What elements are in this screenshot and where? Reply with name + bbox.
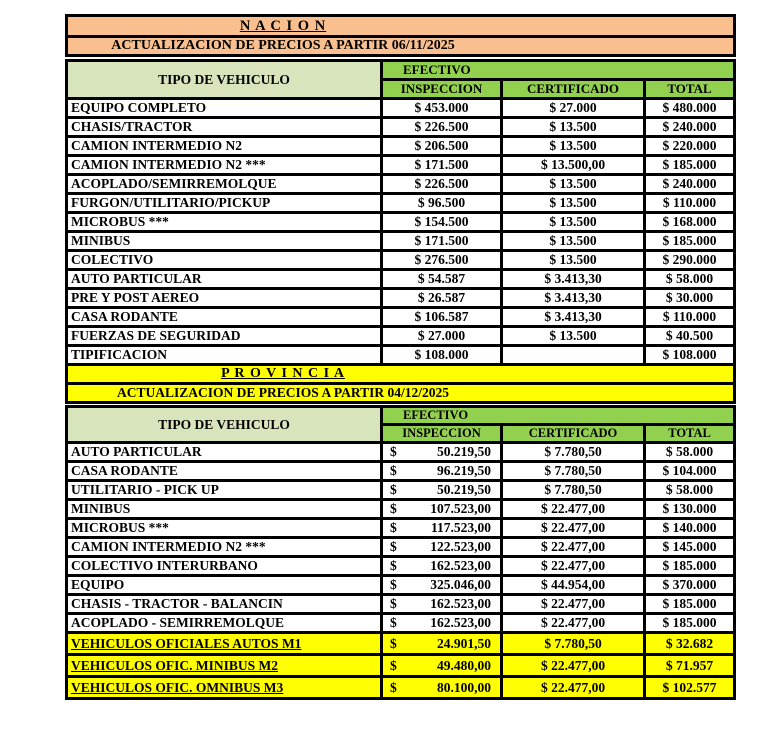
currency-symbol: $	[390, 444, 397, 459]
certificado-header: CERTIFICADO	[502, 425, 645, 443]
inspeccion-value-cell: $ 96.500	[382, 194, 502, 213]
vehicle-type-cell	[67, 677, 382, 699]
vehicle-type-label: AUTO PARTICULAR	[71, 271, 202, 286]
certificado-value-cell: $ 7.780,50	[502, 462, 645, 481]
inspeccion-amount: 50.219,50	[437, 482, 491, 497]
certificado-value-cell: $ 22.477,00	[502, 655, 645, 677]
currency-symbol: $	[390, 635, 397, 651]
section-title: N A C I O N	[67, 16, 735, 37]
table-row	[67, 557, 735, 576]
efectivo-header: EFECTIVO	[382, 61, 735, 80]
currency-symbol: $	[390, 539, 397, 554]
inspeccion-header: INSPECCION	[382, 80, 502, 99]
inspeccion-value-cell	[382, 595, 502, 614]
currency-symbol: $	[390, 463, 397, 478]
vehicle-type-label: CASA RODANTE	[71, 463, 178, 478]
vehicle-type-cell	[67, 346, 382, 365]
vehicle-type-cell	[67, 270, 382, 289]
certificado-value-cell: $ 22.477,00	[502, 557, 645, 576]
total-value-cell: $ 58.000	[645, 270, 735, 289]
table-row	[67, 655, 735, 677]
certificado-value-cell: $ 22.477,00	[502, 538, 645, 557]
currency-symbol: $	[390, 596, 397, 611]
vehicle-type-label: EQUIPO	[71, 577, 125, 592]
certificado-value-cell: $ 3.413,30	[502, 308, 645, 327]
total-value-cell: $ 185.000	[645, 156, 735, 175]
total-value-cell: $ 110.000	[645, 194, 735, 213]
vehicle-type-cell	[67, 194, 382, 213]
inspeccion-value-cell: $ 206.500	[382, 137, 502, 156]
vehicle-type-label: PRE Y POST AEREO	[71, 290, 200, 305]
inspeccion-value-cell	[382, 481, 502, 500]
certificado-header: CERTIFICADO	[502, 80, 645, 99]
table-row	[67, 576, 735, 595]
total-value-cell: $ 32.682	[645, 633, 735, 655]
inspeccion-value-cell: $ 171.500	[382, 232, 502, 251]
table-row	[67, 175, 735, 194]
table-row	[67, 289, 735, 308]
total-value-cell: $ 108.000	[645, 346, 735, 365]
certificado-value-cell: $ 7.780,50	[502, 633, 645, 655]
total-value-cell: $ 130.000	[645, 500, 735, 519]
total-value-cell: $ 30.000	[645, 289, 735, 308]
total-header: TOTAL	[645, 80, 735, 99]
tipo-de-vehiculo-header: TIPO DE VEHICULO	[67, 407, 382, 443]
certificado-value-cell: $ 7.780,50	[502, 481, 645, 500]
total-value-cell: $ 240.000	[645, 175, 735, 194]
table-row	[67, 213, 735, 232]
inspeccion-amount: 50.219,50	[437, 444, 491, 459]
total-value-cell: $ 185.000	[645, 557, 735, 576]
table-row	[67, 538, 735, 557]
vehicle-type-label: CHASIS - TRACTOR - BALANCIN	[71, 596, 283, 611]
total-header: TOTAL	[645, 425, 735, 443]
section-subtitle: ACTUALIZACION DE PRECIOS A PARTIR 06/11/2025	[67, 37, 735, 56]
inspeccion-amount: 80.100,00	[437, 679, 491, 695]
nacion-header-row-1	[67, 61, 735, 80]
certificado-value-cell: $ 22.477,00	[502, 519, 645, 538]
inspeccion-value-cell: $ 54.587	[382, 270, 502, 289]
inspeccion-amount: 325.046,00	[430, 577, 491, 592]
vehicle-type-cell	[67, 118, 382, 137]
inspeccion-value-cell	[382, 633, 502, 655]
vehicle-type-label: TIPIFICACION	[71, 347, 168, 362]
inspeccion-amount: 49.480,00	[437, 657, 491, 673]
total-value-cell: $ 102.577	[645, 677, 735, 699]
provincia-rows	[67, 443, 735, 699]
certificado-value-cell: $ 13.500	[502, 194, 645, 213]
currency-symbol: $	[390, 615, 397, 630]
vehicle-type-cell	[67, 156, 382, 175]
table-row	[67, 251, 735, 270]
vehicle-type-label: VEHICULOS OFIC. OMNIBUS M3	[71, 679, 284, 695]
table-row	[67, 118, 735, 137]
total-value-cell: $ 185.000	[645, 232, 735, 251]
table-row	[67, 481, 735, 500]
vehicle-type-label: MICROBUS ***	[71, 214, 169, 229]
vehicle-type-cell	[67, 443, 382, 462]
total-value-cell: $ 290.000	[645, 251, 735, 270]
nacion-title-row	[67, 16, 735, 37]
inspeccion-value-cell	[382, 443, 502, 462]
inspeccion-amount: 24.901,50	[437, 635, 491, 651]
table-row	[67, 270, 735, 289]
inspeccion-amount: 96.219,50	[437, 463, 491, 478]
certificado-value-cell: $ 13.500	[502, 251, 645, 270]
currency-symbol: $	[390, 657, 397, 673]
inspeccion-value-cell: $ 226.500	[382, 175, 502, 194]
table-row	[67, 614, 735, 633]
vehicle-type-cell	[67, 175, 382, 194]
vehicle-type-label: VEHICULOS OFIC. MINIBUS M2	[71, 657, 279, 673]
total-value-cell: $ 370.000	[645, 576, 735, 595]
vehicle-type-cell	[67, 576, 382, 595]
table-row	[67, 633, 735, 655]
certificado-value-cell: $ 7.780,50	[502, 443, 645, 462]
vehicle-type-label: FURGON/UTILITARIO/PICKUP	[71, 195, 271, 210]
inspeccion-amount: 122.523,00	[430, 539, 491, 554]
inspeccion-value-cell	[382, 500, 502, 519]
inspeccion-value-cell	[382, 677, 502, 699]
vehicle-type-cell	[67, 232, 382, 251]
currency-symbol: $	[390, 577, 397, 592]
total-value-cell: $ 220.000	[645, 137, 735, 156]
total-value-cell: $ 104.000	[645, 462, 735, 481]
inspeccion-amount: 162.523,00	[430, 596, 491, 611]
currency-symbol: $	[390, 520, 397, 535]
inspeccion-value-cell: $ 226.500	[382, 118, 502, 137]
inspeccion-value-cell: $ 276.500	[382, 251, 502, 270]
vehicle-type-label: MINIBUS	[71, 501, 131, 516]
vehicle-type-label: FUERZAS DE SEGURIDAD	[71, 328, 241, 343]
total-value-cell: $ 480.000	[645, 99, 735, 118]
table-row	[67, 443, 735, 462]
vehicle-type-label: CAMION INTERMEDIO N2 ***	[71, 539, 266, 554]
total-value-cell: $ 185.000	[645, 614, 735, 633]
inspeccion-value-cell: $ 453.000	[382, 99, 502, 118]
currency-symbol: $	[390, 482, 397, 497]
certificado-value-cell: $ 22.477,00	[502, 500, 645, 519]
vehicle-type-label: COLECTIVO INTERURBANO	[71, 558, 258, 573]
certificado-value-cell: $ 13.500	[502, 118, 645, 137]
provincia-title-row	[67, 365, 735, 384]
inspeccion-value-cell: $ 27.000	[382, 327, 502, 346]
vehicle-type-cell	[67, 99, 382, 118]
table-row	[67, 519, 735, 538]
vehicle-type-cell	[67, 595, 382, 614]
certificado-value-cell: $ 13.500,00	[502, 156, 645, 175]
inspeccion-value-cell: $ 108.000	[382, 346, 502, 365]
vehicle-type-label: COLECTIVO	[71, 252, 154, 267]
vehicle-type-label: CASA RODANTE	[71, 309, 178, 324]
vehicle-type-cell	[67, 655, 382, 677]
table-row	[67, 137, 735, 156]
section-subtitle: ACTUALIZACION DE PRECIOS A PARTIR 04/12/2025	[67, 384, 735, 403]
total-value-cell: $ 58.000	[645, 443, 735, 462]
vehicle-type-cell	[67, 462, 382, 481]
provincia-section-header	[67, 365, 735, 443]
price-table	[65, 14, 736, 700]
vehicle-type-label: UTILITARIO - PICK UP	[71, 482, 219, 497]
vehicle-type-cell	[67, 137, 382, 156]
inspeccion-amount: 162.523,00	[430, 615, 491, 630]
inspeccion-value-cell: $ 171.500	[382, 156, 502, 175]
total-value-cell: $ 110.000	[645, 308, 735, 327]
nacion-subtitle-row	[67, 37, 735, 56]
certificado-value-cell: $ 13.500	[502, 327, 645, 346]
inspeccion-header: INSPECCION	[382, 425, 502, 443]
currency-symbol: $	[390, 679, 397, 695]
certificado-value-cell: $ 22.477,00	[502, 614, 645, 633]
table-row	[67, 462, 735, 481]
inspeccion-amount: 162.523,00	[430, 558, 491, 573]
vehicle-type-cell	[67, 500, 382, 519]
vehicle-type-label: EQUIPO COMPLETO	[71, 100, 207, 115]
certificado-value-cell: $ 13.500	[502, 137, 645, 156]
vehicle-type-cell	[67, 289, 382, 308]
total-value-cell: $ 145.000	[645, 538, 735, 557]
total-value-cell: $ 71.957	[645, 655, 735, 677]
certificado-value-cell: $ 3.413,30	[502, 270, 645, 289]
vehicle-type-cell	[67, 633, 382, 655]
vehicle-type-cell	[67, 251, 382, 270]
certificado-value-cell: $ 13.500	[502, 232, 645, 251]
certificado-value-cell: $ 22.477,00	[502, 595, 645, 614]
certificado-value-cell: $ 13.500	[502, 213, 645, 232]
vehicle-type-label: CAMION INTERMEDIO N2 ***	[71, 157, 266, 172]
vehicle-type-cell	[67, 614, 382, 633]
inspeccion-amount: 117.523,00	[430, 520, 491, 535]
total-value-cell: $ 168.000	[645, 213, 735, 232]
currency-symbol: $	[390, 501, 397, 516]
vehicle-type-label: ACOPLADO/SEMIRREMOLQUE	[71, 176, 277, 191]
section-title: P R O V I N C I A	[67, 365, 735, 384]
table-row	[67, 677, 735, 699]
inspeccion-value-cell	[382, 614, 502, 633]
total-value-cell: $ 40.500	[645, 327, 735, 346]
certificado-value-cell: $ 27.000	[502, 99, 645, 118]
tipo-de-vehiculo-header: TIPO DE VEHICULO	[67, 61, 382, 99]
table-row	[67, 308, 735, 327]
table-row	[67, 99, 735, 118]
inspeccion-value-cell	[382, 557, 502, 576]
vehicle-type-cell	[67, 557, 382, 576]
inspeccion-value-cell: $ 106.587	[382, 308, 502, 327]
certificado-value-cell: $ 44.954,00	[502, 576, 645, 595]
currency-symbol: $	[390, 558, 397, 573]
table-row	[67, 327, 735, 346]
inspeccion-amount: 107.523,00	[430, 501, 491, 516]
table-row	[67, 194, 735, 213]
vehicle-type-label: AUTO PARTICULAR	[71, 444, 202, 459]
provincia-subtitle-row	[67, 384, 735, 403]
certificado-value-cell	[502, 346, 645, 365]
table-row	[67, 500, 735, 519]
efectivo-header: EFECTIVO	[382, 407, 735, 425]
total-value-cell: $ 58.000	[645, 481, 735, 500]
inspeccion-value-cell	[382, 655, 502, 677]
vehicle-type-label: MINIBUS	[71, 233, 131, 248]
vehicle-type-label: VEHICULOS OFICIALES AUTOS M1	[71, 635, 302, 651]
provincia-header-row-1	[67, 407, 735, 425]
total-value-cell: $ 140.000	[645, 519, 735, 538]
inspeccion-value-cell	[382, 462, 502, 481]
vehicle-type-label: CHASIS/TRACTOR	[71, 119, 193, 134]
inspeccion-value-cell	[382, 538, 502, 557]
vehicle-type-cell	[67, 213, 382, 232]
table-row	[67, 156, 735, 175]
vehicle-type-cell	[67, 538, 382, 557]
certificado-value-cell: $ 13.500	[502, 175, 645, 194]
nacion-section-header	[67, 16, 735, 99]
inspeccion-value-cell: $ 26.587	[382, 289, 502, 308]
total-value-cell: $ 240.000	[645, 118, 735, 137]
inspeccion-value-cell	[382, 576, 502, 595]
inspeccion-value-cell	[382, 519, 502, 538]
table-row	[67, 595, 735, 614]
vehicle-type-cell	[67, 327, 382, 346]
vehicle-type-label: CAMION INTERMEDIO N2	[71, 138, 243, 153]
vehicle-type-label: ACOPLADO - SEMIRREMOLQUE	[71, 615, 285, 630]
certificado-value-cell: $ 22.477,00	[502, 677, 645, 699]
nacion-rows	[67, 99, 735, 365]
total-value-cell: $ 185.000	[645, 595, 735, 614]
table-row	[67, 232, 735, 251]
vehicle-type-label: MICROBUS ***	[71, 520, 169, 535]
certificado-value-cell: $ 3.413,30	[502, 289, 645, 308]
vehicle-type-cell	[67, 519, 382, 538]
vehicle-type-cell	[67, 308, 382, 327]
inspeccion-value-cell: $ 154.500	[382, 213, 502, 232]
table-row	[67, 346, 735, 365]
vehicle-type-cell	[67, 481, 382, 500]
